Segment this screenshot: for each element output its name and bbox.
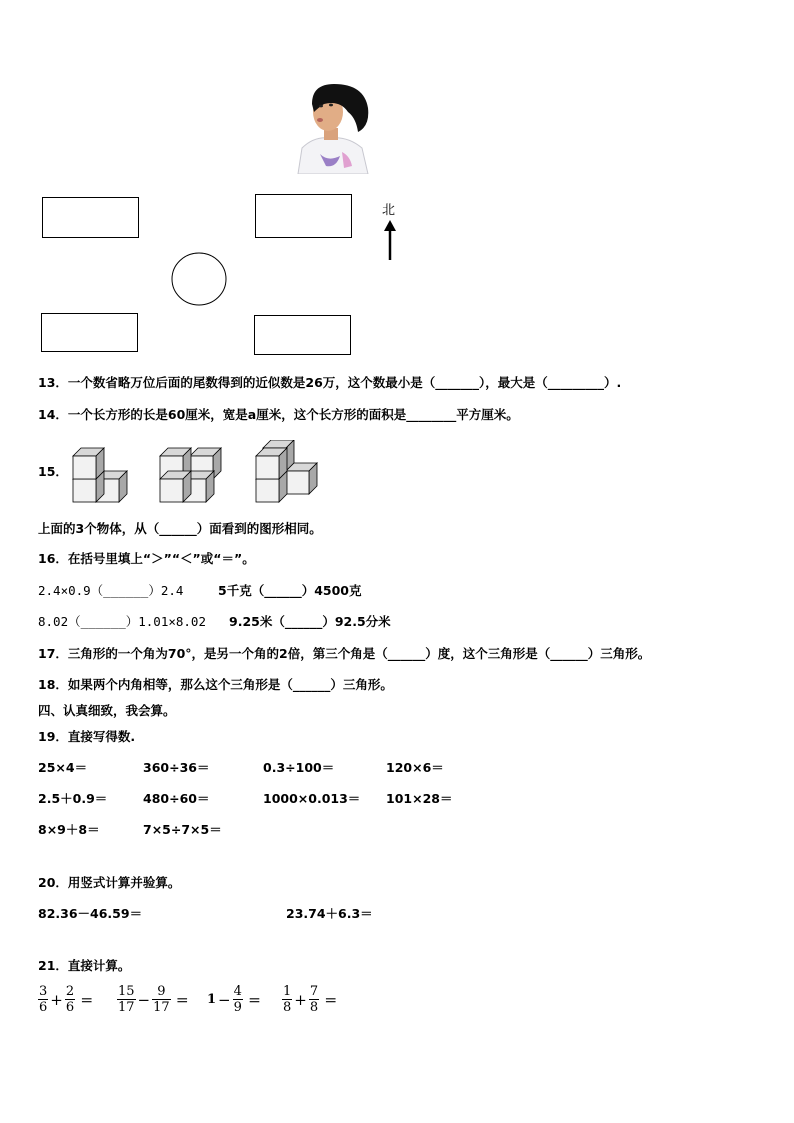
fraction-expression-4: $\frac{1}{8}$ + $\frac{7}{8}$ ＝: [283, 984, 338, 1015]
question-17: 17．三角形的一个角为70°，是另一个角的2倍，第三个角是（______）度，这个三角形是（______）三角形。: [38, 646, 651, 661]
question-16-row1-b: 5千克（______）4500克: [218, 583, 362, 598]
direction-box-bottom-right: [254, 315, 351, 355]
north-arrow-icon: [382, 220, 398, 262]
direction-box-top-right: [255, 194, 352, 238]
question-16: 16．在括号里填上“＞”“＜”或“＝”。: [38, 551, 255, 566]
calc-item: 120×6＝: [386, 760, 444, 775]
cube-figure-3: [256, 440, 317, 502]
vertical-calc-item: 23.74＋6.3＝: [286, 906, 373, 921]
fraction-expression-2: $\frac{15}{17}$ − $\frac{9}{17}$ ＝: [118, 984, 189, 1015]
question-18: 18．如果两个内角相等，那么这个三角形是（______）三角形。: [38, 677, 393, 692]
calc-item: 8×9＋8＝: [38, 822, 100, 837]
question-15-text: 上面的3个物体，从（______）面看到的图形相同。: [38, 521, 322, 536]
calc-item: 7×5÷7×5＝: [143, 822, 222, 837]
question-15-label: 15．: [38, 464, 68, 479]
fraction-expression-1: $\frac{3}{6}$ + $\frac{2}{6}$ ＝: [39, 984, 94, 1015]
question-16-row2-b: 9.25米（______）92.5分米: [229, 614, 391, 629]
section-4-heading: 四、认真细致，我会算。: [38, 703, 176, 718]
fraction-expression-3: 1 − $\frac{4}{9}$ ＝: [207, 984, 262, 1015]
calc-item: 1000×0.013＝: [263, 791, 361, 806]
question-14: 14．一个长方形的长是60厘米，宽是a厘米，这个长方形的面积是________平方厘米。: [38, 407, 519, 422]
calc-item: 2.5＋0.9＝: [38, 791, 108, 806]
cube-figures: [70, 440, 320, 506]
direction-box-top-left: [42, 197, 139, 238]
question-13: 13．一个数省略万位后面的尾数得到的近似数是26万，这个数最小是（_______），最大是（_________）.: [38, 375, 622, 390]
question-16-row2-a: 8.02（______）1.01×8.02: [38, 614, 206, 629]
center-circle: [170, 251, 228, 307]
vertical-calc-item: 82.36－46.59＝: [38, 906, 143, 921]
child-photo: [290, 82, 372, 174]
calc-item: 101×28＝: [386, 791, 453, 806]
question-21: 21．直接计算。: [38, 958, 131, 973]
question-16-row1-a: 2.4×0.9（______）2.4: [38, 583, 184, 598]
calc-item: 0.3÷100＝: [263, 760, 335, 775]
cube-figure-1: [73, 448, 127, 502]
north-label: 北: [382, 203, 396, 218]
cube-figure-2: [160, 448, 221, 502]
question-20: 20．用竖式计算并验算。: [38, 875, 181, 890]
direction-box-bottom-left: [41, 313, 138, 352]
calc-item: 360÷36＝: [143, 760, 210, 775]
calc-item: 480÷60＝: [143, 791, 210, 806]
question-19: 19．直接写得数.: [38, 729, 136, 744]
calc-item: 25×4＝: [38, 760, 88, 775]
